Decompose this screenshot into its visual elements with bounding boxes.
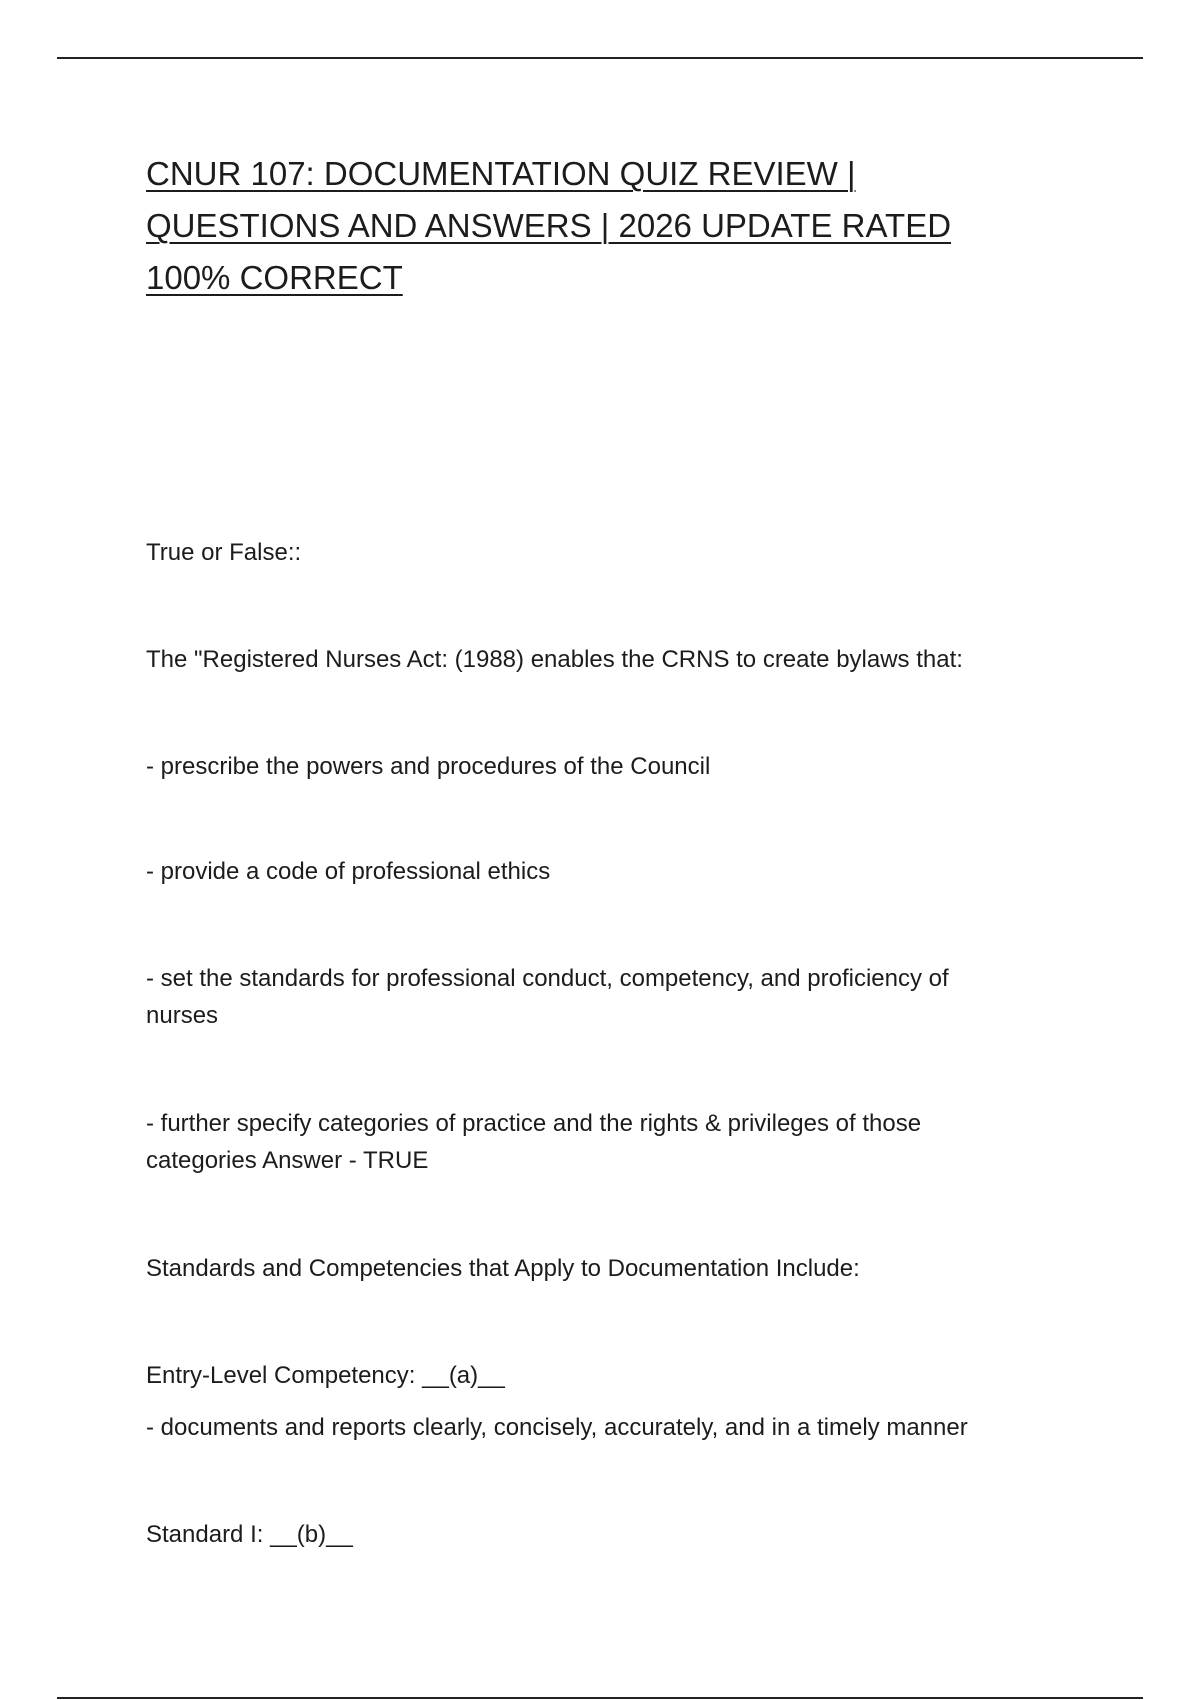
paragraph-true-or-false: True or False:: bbox=[146, 539, 302, 566]
document-title: CNUR 107: DOCUMENTATION QUIZ REVIEW | QUESTIONS AND ANSWERS | 2026 UPDATE RATED 100% CORRECT bbox=[146, 155, 952, 296]
paragraph-standard-one: Standard I: __(b)__ bbox=[146, 1521, 353, 1548]
paragraph-entry-level-competency: Entry-Level Competency: __(a)__ bbox=[146, 1362, 505, 1389]
paragraph-registered-nurses-act: The "Registered Nurses Act: (1988) enables the CRNS to create bylaws that: bbox=[146, 646, 963, 673]
paragraph-prescribe-powers: - prescribe the powers and procedures of the Council bbox=[146, 753, 711, 780]
paragraph-categories-answer: - further specify categories of practice and the rights & privileges of those categories Answer - TRUE bbox=[146, 1110, 922, 1174]
paragraph-set-standards: - set the standards for professional conduct, competency, and proficiency of nurses bbox=[146, 965, 949, 1029]
paragraph-standards-competencies: Standards and Competencies that Apply to Documentation Include: bbox=[146, 1255, 860, 1282]
paragraph-documents-and-reports: - documents and reports clearly, concisely, accurately, and in a timely manner bbox=[146, 1414, 968, 1441]
bottom-rule bbox=[57, 1697, 1143, 1699]
paragraph-code-of-ethics: - provide a code of professional ethics bbox=[146, 858, 551, 885]
top-rule bbox=[57, 57, 1143, 59]
